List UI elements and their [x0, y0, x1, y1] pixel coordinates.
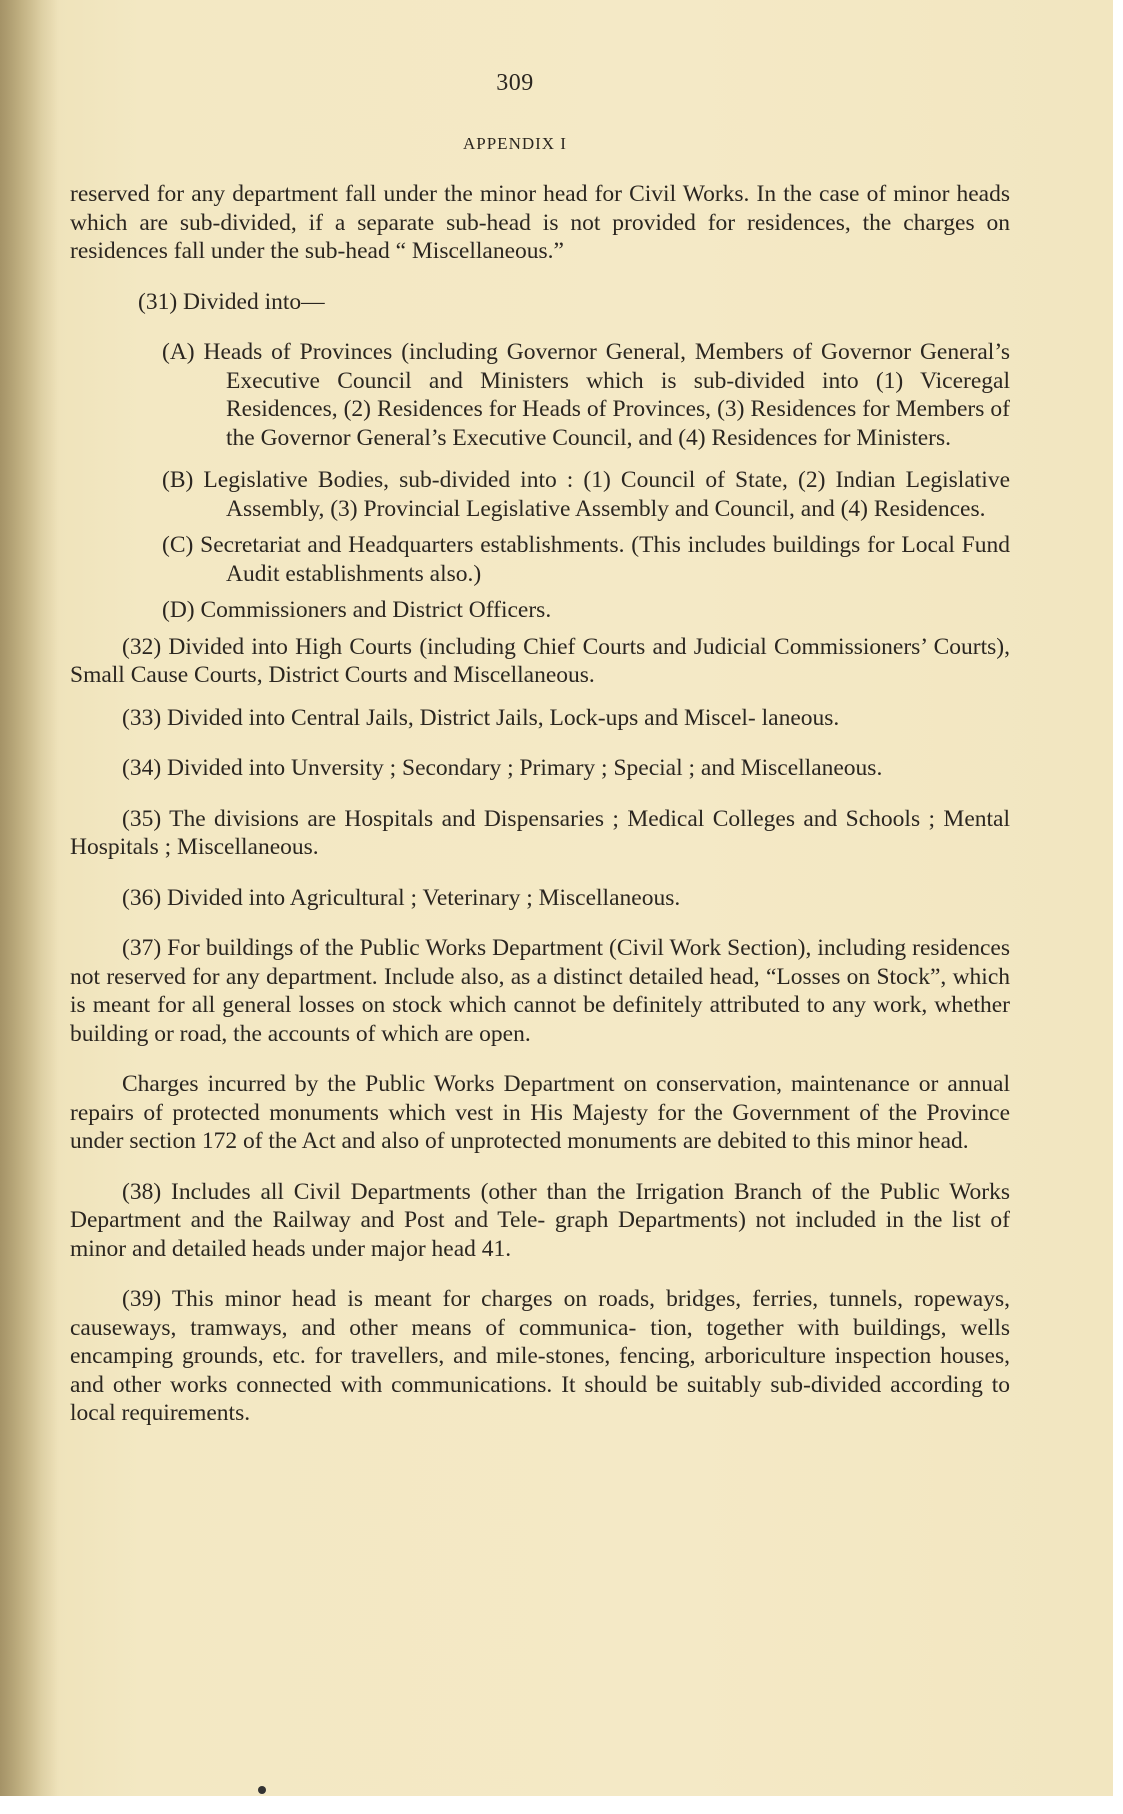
note-34: (34) Divided into Unversity ; Secondary ; Primary ; Special ; and Miscellaneous. — [122, 755, 883, 781]
note-32: (32) Divided into High Courts (including Chief Courts and Judicial Commissioners’ Courts), Small Cause Courts, District Courts and Miscellaneous. — [70, 633, 1010, 688]
note-37: (37) For buildings of the Public Works Department (Civil Work Section), including residences not reserved for any department. Include also, as a distinct detailed head, “Losses on Stock”, which is meant for all general losses on stock which cannot be definitely attributed to any work, whether building or road, the accounts of which are open. — [70, 935, 1010, 1047]
text-block — [70, 180, 1010, 1438]
note-35: (35) The divisions are Hospitals and Dispensaries ; Medical Colleges and Schools ; Mental Hospitals ; Miscellaneous. — [70, 805, 1010, 860]
note-31-item-b: (B) Legislative Bodies, sub-divided into : (1) Council of State, (2) Indian Legislative Assembly, (3) Provincial Legislative Assembly and Council, and (4) Residences. — [162, 467, 1010, 522]
note-38: (38) Includes all Civil Departments (other than the Irrigation Branch of the Public Works Department and the Railway and Post and Tele- graph Departments) not included in the list of minor and detailed heads under major head 41. — [70, 1178, 1010, 1262]
page-number: 309 — [496, 70, 534, 96]
page-edge — [1113, 0, 1123, 1814]
note-31-item-c: (C) Secretariat and Headquarters establishments. (This includes buildings for Local Fund Audit establishments also.) — [162, 532, 1010, 587]
note-37-monuments: Charges incurred by the Public Works Department on conservation, maintenance or annual repairs of protected monuments which vest in His Majesty for the Government of the Province under section 172 of the Act and also of unprotected monuments are debited to this minor head. — [70, 1071, 1010, 1154]
binding-shadow — [0, 0, 60, 1814]
note-39: (39) This minor head is meant for charges on roads, bridges, ferries, tunnels, ropeways, causeways, tramways, and other means of communica- tion, together with buildings, wells encamping grounds, etc. for travellers, and mile-stones, fencing, arboriculture inspection houses, and other works connected with communications. It should be suitably sub-divided according to local requirements. — [70, 1286, 1010, 1426]
note-36: (36) Divided into Agricultural ; Veterinary ; Miscellaneous. — [122, 884, 681, 911]
note-33: (33) Divided into Central Jails, District Jails, Lock-ups and Miscel- laneous. — [122, 704, 840, 731]
note-31-item-d: (D) Commissioners and District Officers. — [162, 597, 552, 623]
note-31-item-a: (A) Heads of Provinces (including Governor General, Members of Governor General’s Executive Council and Ministers which is sub-divided into (1) Viceregal Residences, (2) Residences for Heads of Provinces, (3) Residences for Members of the Governor General’s Executive Council, and (4) Residences for Ministers. — [162, 339, 1010, 451]
running-head: APPENDIX I — [463, 134, 567, 153]
note-31-lead: (31) Divided into— — [138, 288, 325, 315]
page-bottom-edge — [0, 1796, 1123, 1814]
ink-dot-mark — [258, 1786, 266, 1794]
intro-paragraph: reserved for any department fall under the minor head for Civil Works. In the case of minor heads which are sub-divided, if a separate sub-head is not provided for residences, the charges on residences fall under the sub-head “ Miscellaneous.” — [70, 181, 1010, 264]
